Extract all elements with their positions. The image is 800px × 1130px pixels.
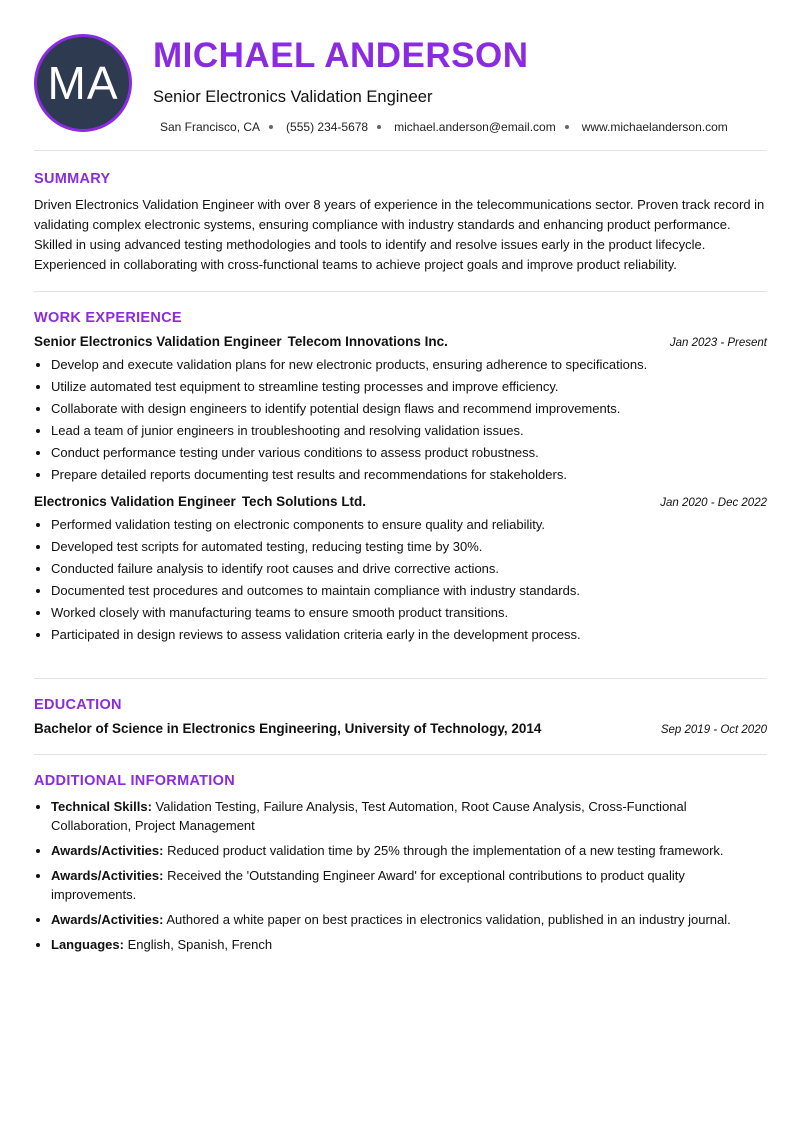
contact-phone: (555) 234-5678 xyxy=(286,120,369,134)
contact-email[interactable]: michael.anderson@email.com xyxy=(394,120,556,134)
list-item: • Prepare detailed reports documenting test results and recommendations for stakeholders. xyxy=(51,464,767,486)
list-item: • Documented test procedures and outcomes to maintain compliance with industry standards. xyxy=(51,580,767,602)
job-title: Senior Electronics Validation Engineer xyxy=(34,334,282,349)
item-label: Awards/Activities: xyxy=(51,843,164,858)
job-header xyxy=(34,334,767,349)
list-item: • Develop and execute validation plans for new electronic products, ensuring adherence to specifications. xyxy=(51,354,767,376)
list-item: • Participated in design reviews to assess validation criteria early in the development process. xyxy=(51,624,767,646)
list-item: • Worked closely with manufacturing teams to ensure smooth product transitions. xyxy=(51,602,767,624)
additional-info-list xyxy=(34,797,767,954)
job-title: Electronics Validation Engineer xyxy=(34,494,236,509)
job-title-line xyxy=(34,334,448,349)
additional-information-section xyxy=(34,755,767,954)
contact-line xyxy=(160,120,728,134)
separator-dot-icon xyxy=(377,125,381,129)
item-label: Awards/Activities: xyxy=(51,868,164,883)
section-heading: WORK EXPERIENCE xyxy=(34,310,182,326)
job-company: Telecom Innovations Inc. xyxy=(287,334,448,349)
list-item: • Conducted failure analysis to identify root causes and drive corrective actions. xyxy=(51,558,767,580)
item-text: Authored a white paper on best practices in electronics validation, published in an industry journal. xyxy=(166,912,731,927)
list-item: • Performed validation testing on electronic components to ensure quality and reliability. xyxy=(51,514,767,536)
contact-website[interactable]: www.michaelanderson.com xyxy=(581,120,728,134)
list-item: • Lead a team of junior engineers in troubleshooting and resolving validation issues. xyxy=(51,420,767,442)
work-experience-section xyxy=(34,292,767,678)
separator-dot-icon xyxy=(269,125,273,129)
summary-text: Driven Electronics Validation Engineer with over 8 years of experience in the telecommunications sector. Proven track record in validating complex electronic systems, ensuring compliance with industry standards and enhancing product performance. Skilled in using advanced testing methodologies and tools to identify and resolve issues early in the product lifecycle. Experienced in collaborating with cross-functional teams to achieve project goals and improve product reliability. xyxy=(34,197,765,272)
contact-location: San Francisco, CA xyxy=(160,120,261,134)
item-label: Technical Skills: xyxy=(51,799,152,814)
section-heading: EDUCATION xyxy=(34,697,122,713)
job-header xyxy=(34,494,767,509)
job-dates: Jan 2020 - Dec 2022 xyxy=(660,497,767,509)
summary-section xyxy=(34,151,767,291)
education-degree: Bachelor of Science in Electronics Engineering, University of Technology, 2014 xyxy=(34,721,542,736)
list-item xyxy=(51,797,767,835)
item-text: English, Spanish, French xyxy=(127,937,273,952)
list-item: • Collaborate with design engineers to identify potential design flaws and recommend improvements. xyxy=(51,398,767,420)
section-heading: ADDITIONAL INFORMATION xyxy=(34,773,235,789)
education-entry xyxy=(34,721,767,736)
list-item: • Utilize automated test equipment to streamline testing processes and improve efficiency. xyxy=(51,376,767,398)
list-item xyxy=(51,935,767,954)
avatar xyxy=(34,34,132,132)
job-dates: Jan 2023 - Present xyxy=(669,337,767,349)
list-item xyxy=(51,866,767,904)
job-bullets xyxy=(34,514,767,646)
list-item: • Conduct performance testing under various conditions to assess product robustness. xyxy=(51,442,767,464)
candidate-title: Senior Electronics Validation Engineer xyxy=(153,88,433,106)
list-item xyxy=(51,910,767,929)
list-item xyxy=(51,841,767,860)
item-label: Languages: xyxy=(51,937,124,952)
section-heading: SUMMARY xyxy=(34,171,111,187)
job-entry xyxy=(34,334,767,486)
education-section xyxy=(34,679,767,754)
list-item: • Developed test scripts for automated testing, reducing testing time by 30%. xyxy=(51,536,767,558)
job-entry xyxy=(34,494,767,646)
resume-header xyxy=(34,0,767,150)
item-text: Received the 'Outstanding Engineer Award' for exceptional contributions to product quality improvements. xyxy=(51,868,685,902)
job-company: Tech Solutions Ltd. xyxy=(241,494,367,509)
item-text: Validation Testing, Failure Analysis, Test Automation, Root Cause Analysis, Cross-Functional Collaboration, Project Management xyxy=(51,799,687,833)
candidate-name: MICHAEL ANDERSON xyxy=(153,36,529,75)
avatar-initials: MA xyxy=(47,57,119,109)
job-bullets xyxy=(34,354,767,486)
item-label: Awards/Activities: xyxy=(51,912,164,927)
separator-dot-icon xyxy=(565,125,569,129)
education-dates: Sep 2019 - Oct 2020 xyxy=(660,724,767,736)
job-title-line xyxy=(34,494,366,509)
item-text: Reduced product validation time by 25% through the implementation of a new testing framework. xyxy=(167,843,724,858)
